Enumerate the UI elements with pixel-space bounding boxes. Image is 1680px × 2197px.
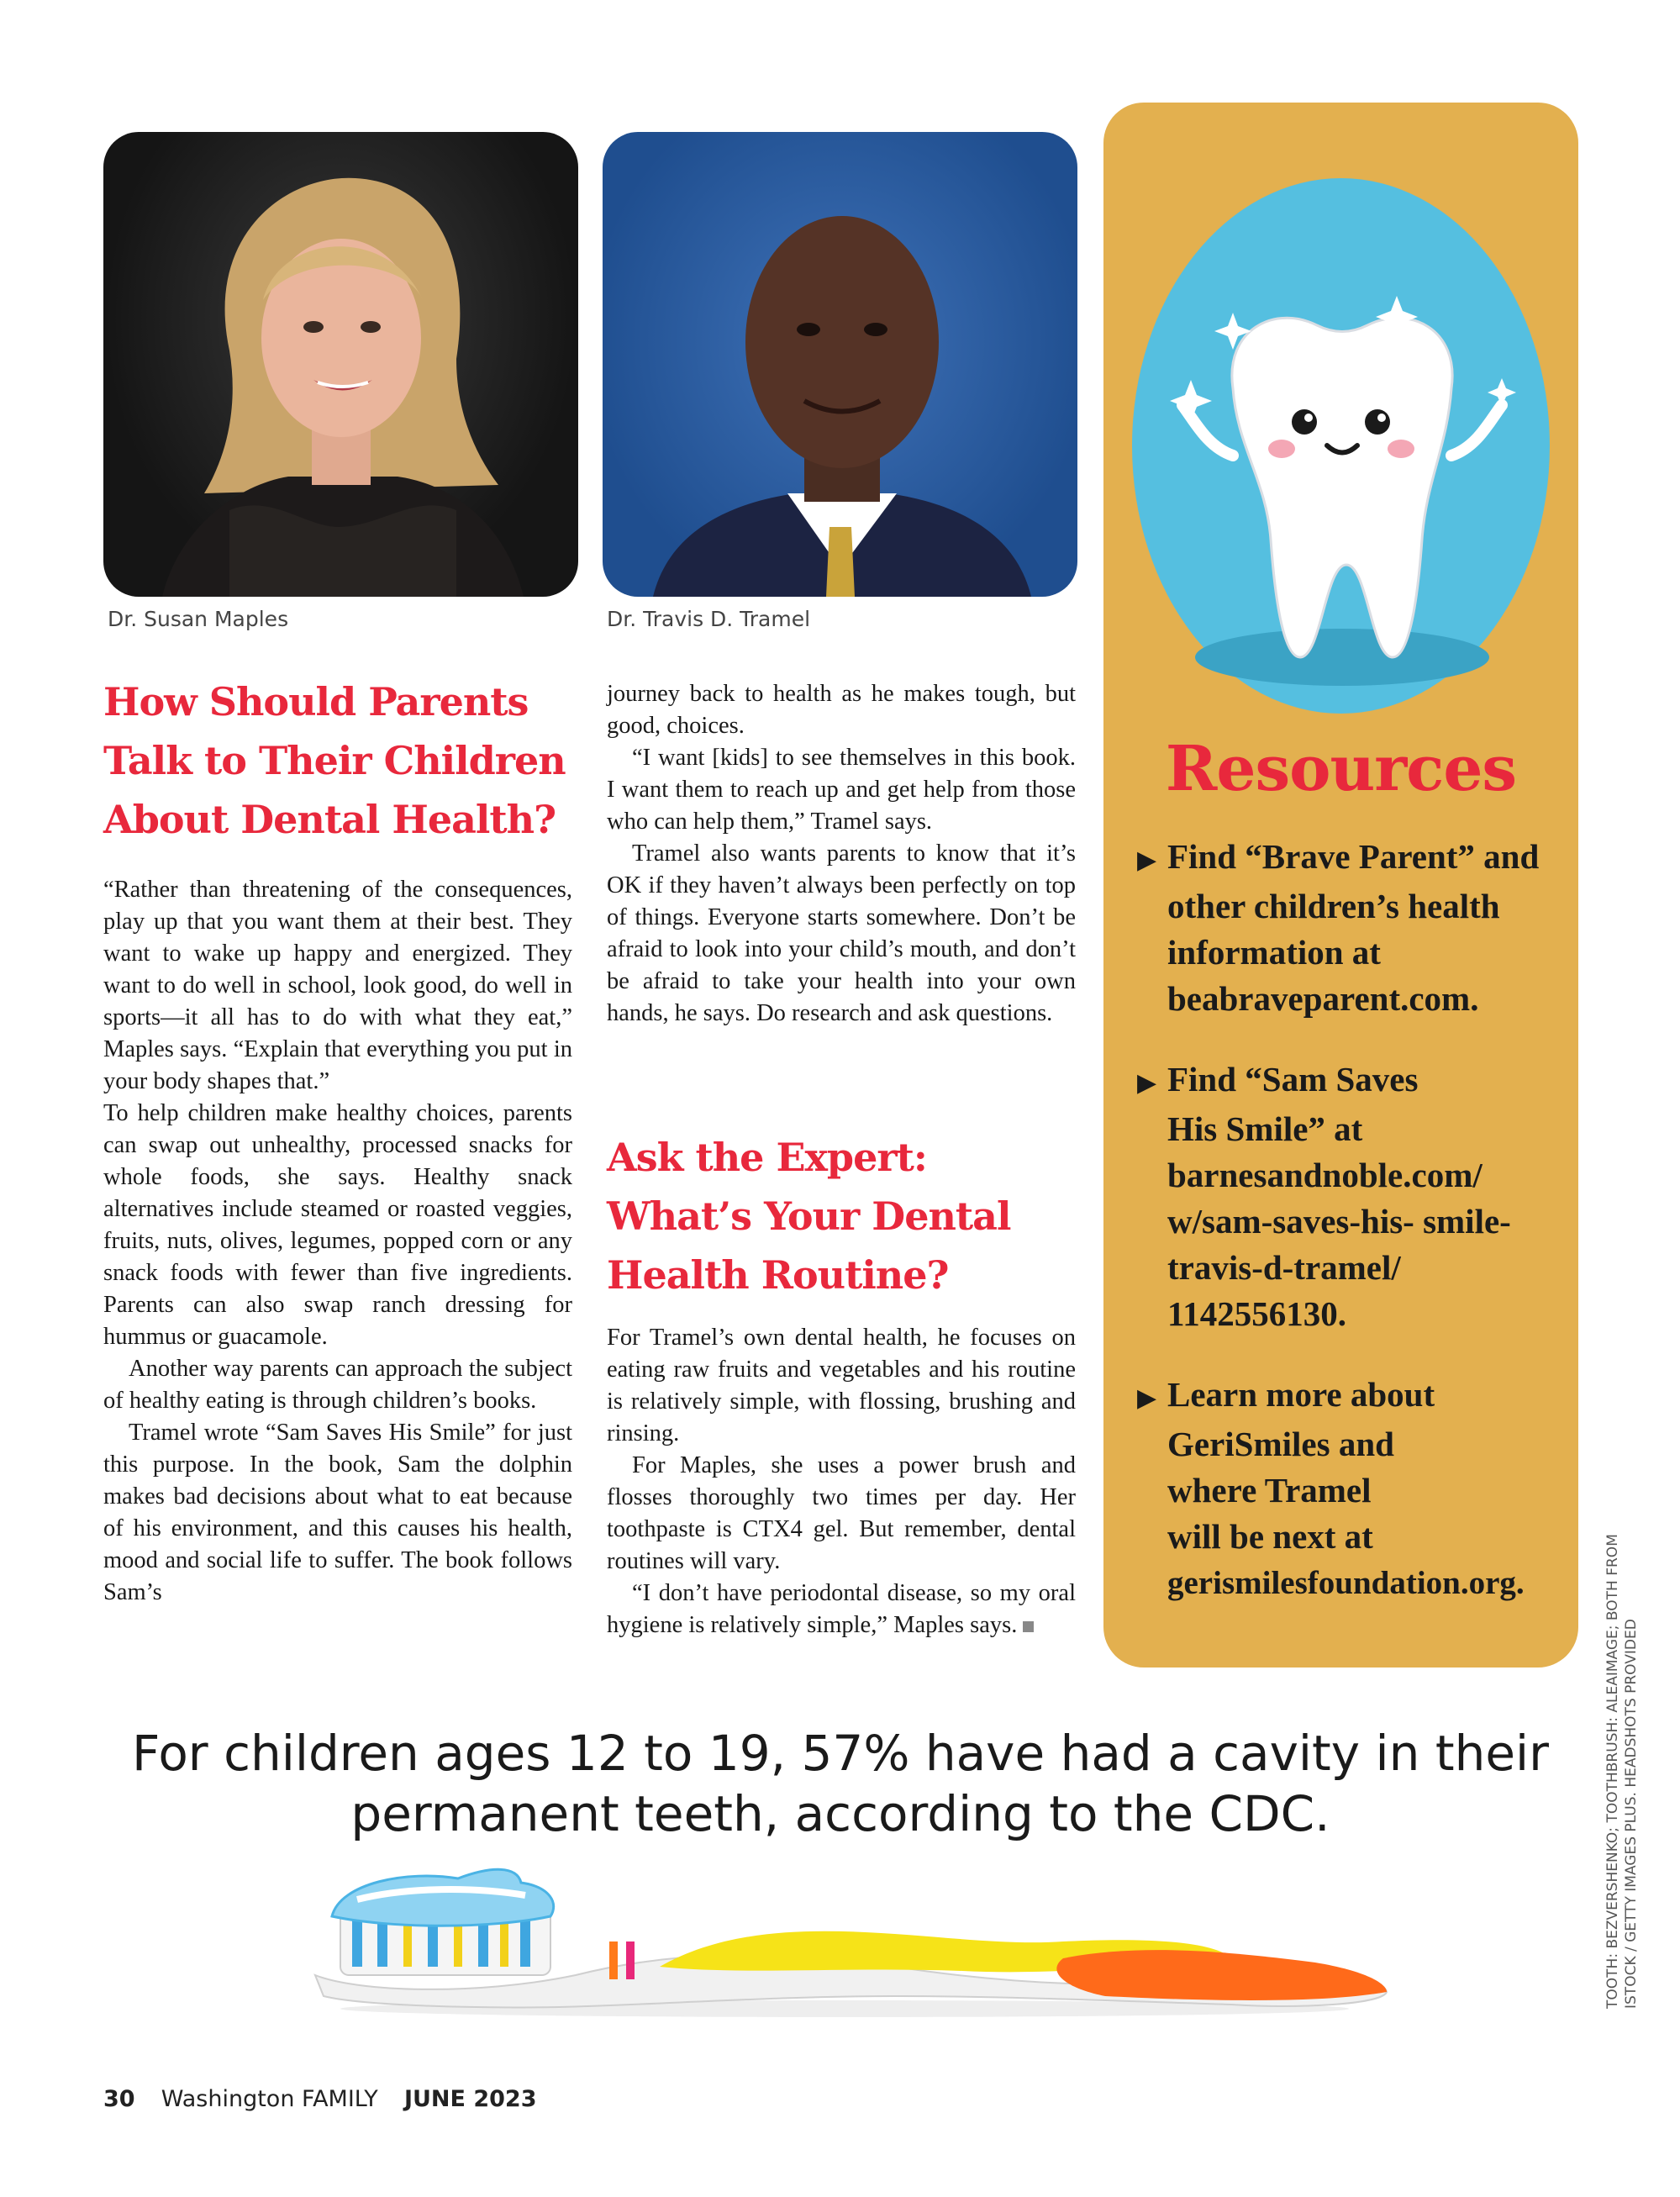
pull-quote [101, 1723, 1580, 1844]
paragraph: Tramel wrote “Sam Saves His Smile” for just this purpose. In the book, Sam the dolphin makes bad decisions about what to eat because of his environment, and this causes his health, mood and social life to suffer. The book follows Sam’s [103, 1420, 572, 1605]
paragraph: For Tramel’s own dental health, he focuses on eating raw fruits and vegetables and his routine is relatively simple, with flossing, brushing and rinsing. [607, 1325, 1076, 1446]
triangle-bullet-icon: ▶ [1137, 846, 1157, 875]
heading-2-line-1: Ask the Expert: [607, 1135, 927, 1180]
pull-quote-line-1: For children ages 12 to 19, 57% have had a cavity in their [132, 1725, 1549, 1782]
magazine-name: Washington FAMILY [161, 2086, 378, 2112]
pull-quote-line-2: permanent teeth, according to the CDC. [350, 1785, 1330, 1842]
article-heading-1 [103, 672, 608, 849]
triangle-bullet-icon: ▶ [1137, 1383, 1157, 1413]
resource-line: other children’s health [1167, 887, 1500, 925]
article-column-2-top [607, 678, 1076, 1030]
article-heading-2 [607, 1128, 1077, 1304]
resource-line: information at [1167, 933, 1381, 972]
heading-1-line-2: Talk to Their Children [103, 738, 566, 783]
resource-line: will be next at [1167, 1517, 1373, 1556]
resource-link-brave-parent[interactable]: beabraveparent.com. [1167, 979, 1479, 1018]
resource-item-3 [1137, 1372, 1578, 1606]
resource-link-gerismiles[interactable]: gerismilesfoundation.org. [1167, 1565, 1525, 1601]
paragraph: For Maples, she uses a power brush and flosses thoroughly two times per day. Her toothpaste is CTX4 gel. But remember, dental routines will vary. [607, 1452, 1076, 1574]
resources-panel [1103, 103, 1578, 1668]
credit-line-2: ISTOCK / GETTY IMAGES PLUS. HEADSHOTS PROVIDED [1623, 1619, 1640, 2009]
end-mark-icon [1023, 1621, 1034, 1632]
paragraph: To help children make healthy choices, parents can swap out unhealthy, processed snacks for whole foods, she says. Healthy snack alternatives include steamed or roasted veggies, fruits, nuts, olives, legumes, popped corn or any snack foods with fewer than five ingredients. Parents can also swap ranch dressing for hummus or guacamole. [103, 1100, 572, 1350]
resource-link-barnes-noble[interactable]: barnesandnoble.com/ [1167, 1156, 1483, 1194]
resource-link-barnes-noble[interactable]: w/sam-saves-his- smile- [1167, 1202, 1511, 1241]
page-number: 30 [103, 2086, 135, 2112]
heading-2-line-3: Health Routine? [607, 1252, 949, 1298]
article-column-1 [103, 874, 572, 1609]
triangle-bullet-icon: ▶ [1137, 1068, 1157, 1098]
resource-line: Find “Sam Saves [1167, 1060, 1419, 1098]
resource-line: His Smile” at [1167, 1109, 1363, 1148]
resource-item-2 [1137, 1056, 1574, 1337]
paragraph: Tramel also wants parents to know that it’s OK if they haven’t always been perfectly on top of things. Everyone starts somewhere. Don’t be afraid to look into your child’s mouth, and don’t be afraid to take your health into your own hands, he says. Do research and ask questions. [607, 840, 1076, 1026]
resource-item-1 [1137, 834, 1574, 1022]
paragraph: journey back to health as he makes tough, but good, choices. [607, 681, 1076, 739]
heading-2-line-2: What’s Your Dental [607, 1193, 1011, 1239]
issue-date: JUNE 2023 [403, 2086, 537, 2112]
article-column-2-bottom [607, 1322, 1076, 1641]
resource-line: Learn more about [1167, 1375, 1435, 1414]
resources-title: Resources [1165, 733, 1517, 805]
paragraph: Another way parents can approach the subject of healthy eating is through children’s books. [103, 1356, 572, 1414]
resource-link-barnes-noble[interactable]: travis-d-tramel/ [1167, 1248, 1401, 1287]
paragraph [607, 1578, 1076, 1641]
paragraph: “Rather than threatening of the consequences, play up that you want them at their best. They want to wake up happy and energized. They want to do well in school, look good, do well in sports—it all has to do with what they eat,” Maples says. “Explain that everything you put in your body shapes that.” [103, 877, 572, 1094]
page-footer [103, 2086, 537, 2112]
tooth-mascot-icon [1132, 178, 1550, 714]
toothbrush-illustration [307, 1849, 1391, 2026]
photo-travis-tramel [603, 132, 1077, 597]
tooth-illustration [1132, 178, 1550, 714]
toothbrush-icon [307, 1849, 1391, 2026]
heading-1-line-1: How Should Parents [103, 679, 529, 724]
heading-1-line-3: About Dental Health? [103, 797, 556, 842]
paragraph: “I want [kids] to see themselves in this book. I want them to reach up and get help from those who can help them,” Tramel says. [607, 745, 1076, 835]
caption-maples: Dr. Susan Maples [108, 607, 289, 631]
resource-line: GeriSmiles and [1167, 1425, 1394, 1463]
closing-quote: “I don’t have periodontal disease, so my oral hygiene is relatively simple,” Maples says. [607, 1580, 1076, 1638]
portrait-man-illustration [603, 132, 1077, 597]
photo-susan-maples [103, 132, 578, 597]
resource-line: Find “Brave Parent” and [1167, 837, 1540, 876]
caption-tramel: Dr. Travis D. Tramel [607, 607, 811, 631]
credit-line-1: TOOTH: BEZVERSHENKO; TOOTHBRUSH: ALEAIMAGE; BOTH FROM [1604, 1534, 1621, 2009]
resource-line: where Tramel [1167, 1471, 1372, 1509]
portrait-woman-illustration [103, 132, 578, 597]
resource-link-barnes-noble[interactable]: 1142556130. [1167, 1294, 1346, 1333]
photo-credit [1604, 1534, 1641, 2009]
